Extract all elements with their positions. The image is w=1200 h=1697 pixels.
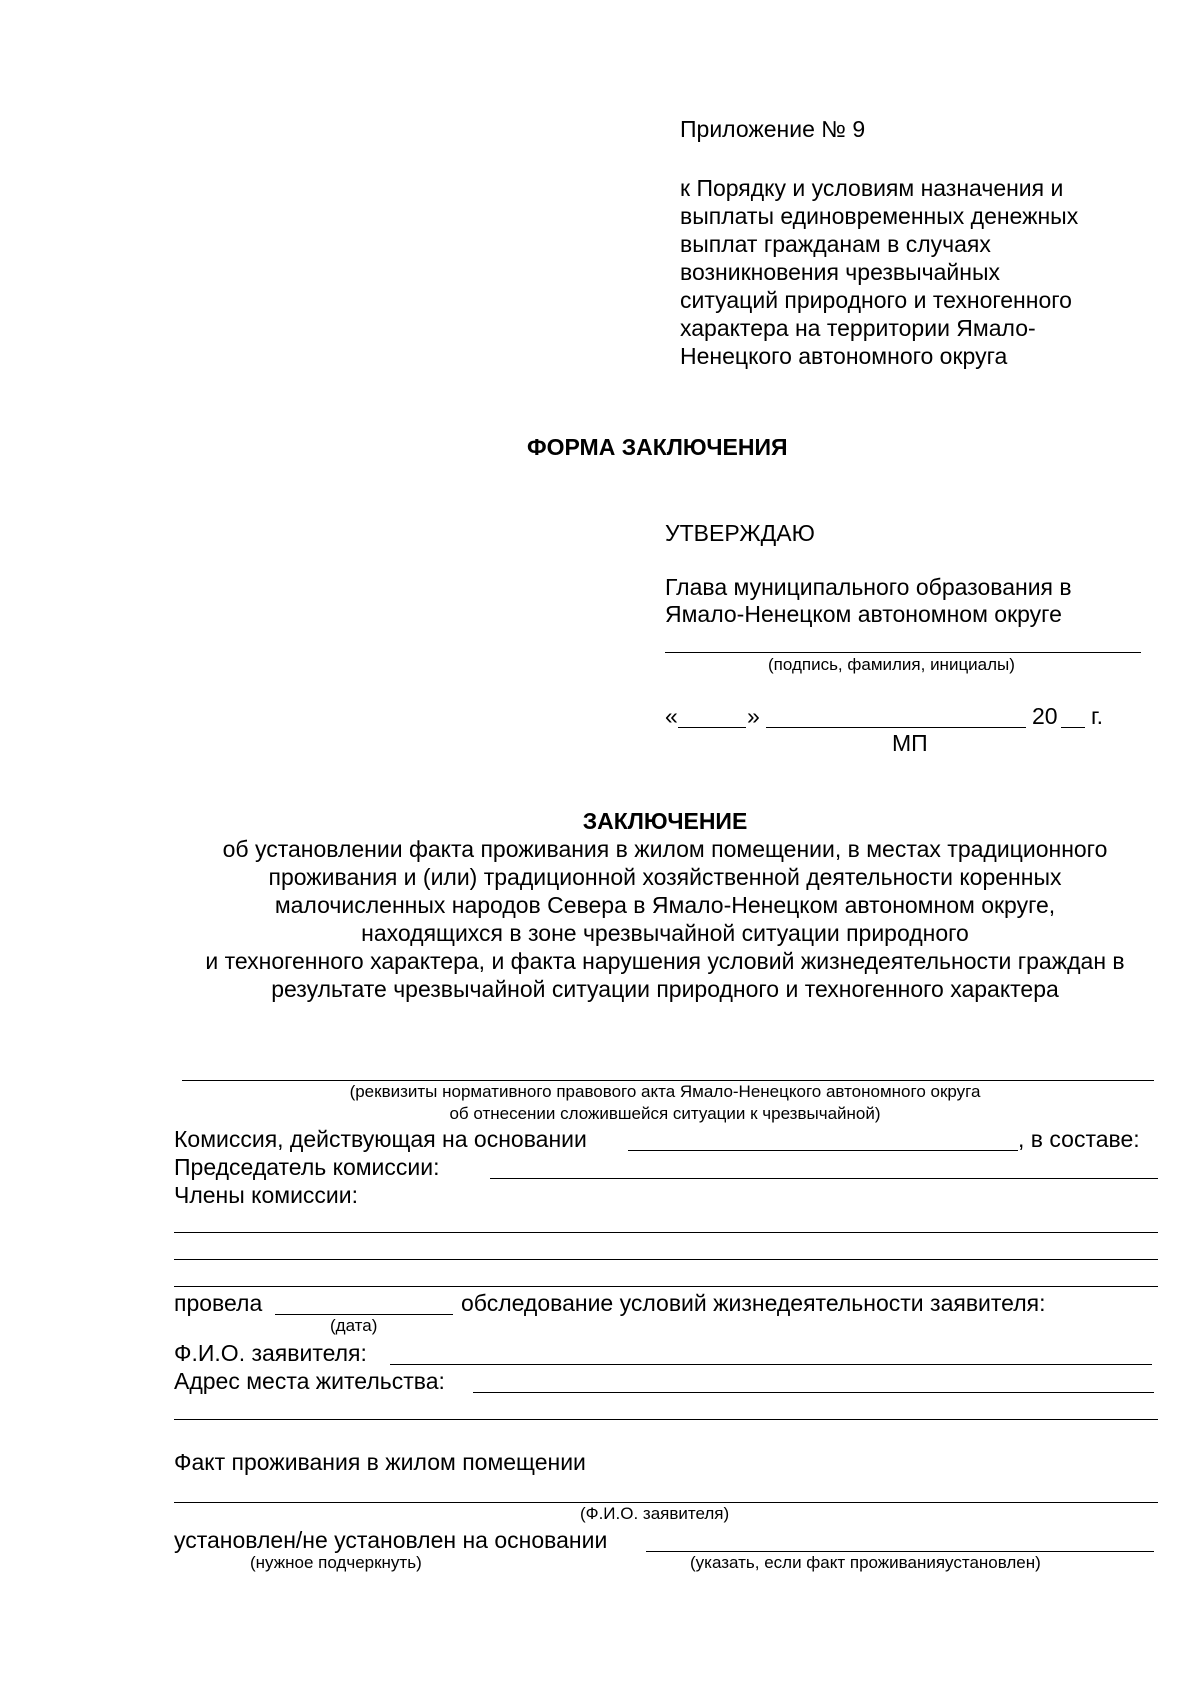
date-open-quote: «: [665, 703, 678, 729]
conducted-label: провела: [174, 1290, 263, 1316]
appendix-line: характера на территории Ямало-: [680, 315, 1036, 341]
address-line[interactable]: [473, 1392, 1154, 1393]
conclusion-subtitle-line: проживания и (или) традиционной хозяйственной деятельности коренных: [268, 864, 1062, 890]
signature-caption: (подпись, фамилия, инициалы): [768, 655, 1015, 674]
day-line[interactable]: [678, 727, 746, 728]
composition-label: , в составе:: [1018, 1126, 1140, 1152]
established-label: установлен/не установлен на основании: [174, 1527, 608, 1553]
survey-date-line[interactable]: [275, 1314, 453, 1315]
act-caption-line: (реквизиты нормативного правового акта Ямало-Ненецкого автономного округа: [349, 1082, 981, 1101]
members-label: Члены комиссии:: [174, 1182, 359, 1208]
stamp-label: МП: [892, 730, 928, 756]
act-requisites-line[interactable]: [182, 1080, 1154, 1081]
act-caption-line: об отнесении сложившейся ситуации к чрезвычайной): [449, 1104, 881, 1123]
address-label: Адрес места жительства:: [174, 1368, 445, 1394]
member-line[interactable]: [174, 1232, 1158, 1233]
approve-label: УТВЕРЖДАЮ: [665, 520, 815, 546]
appendix-line: выплаты единовременных денежных: [680, 203, 1079, 229]
underline-caption: (нужное подчеркнуть): [250, 1553, 422, 1572]
address-line-continued[interactable]: [174, 1419, 1158, 1420]
fact-basis-line[interactable]: [646, 1551, 1154, 1552]
conclusion-subtitle-line: и техногенного характера, и факта нарушения условий жизнедеятельности граждан в: [205, 948, 1125, 974]
appendix-line: ситуаций природного и техногенного: [680, 287, 1072, 313]
appendix-line: Ненецкого автономного округа: [680, 343, 1008, 369]
appendix-line: к Порядку и условиям назначения и: [680, 175, 1064, 201]
signature-line[interactable]: [665, 652, 1141, 653]
commission-basis-line[interactable]: [628, 1150, 1018, 1151]
conclusion-subtitle-line: малочисленных народов Севера в Ямало-Ненецком автономном округе,: [274, 892, 1056, 918]
member-line[interactable]: [174, 1286, 1158, 1287]
year-line[interactable]: [1061, 727, 1085, 728]
year-suffix: г.: [1091, 703, 1103, 729]
chairman-label: Председатель комиссии:: [174, 1154, 440, 1180]
appendix-line: выплат гражданам в случаях: [680, 231, 991, 257]
survey-text: обследование условий жизнедеятельности заявителя:: [461, 1290, 1046, 1316]
chairman-line[interactable]: [490, 1178, 1158, 1179]
head-title-line: Глава муниципального образования в: [665, 574, 1072, 600]
fact-label: Факт проживания в жилом помещении: [174, 1449, 586, 1475]
conclusion-title: ЗАКЛЮЧЕНИЕ: [582, 808, 748, 834]
month-line[interactable]: [766, 727, 1026, 728]
appendix-line: возникновения чрезвычайных: [680, 259, 1001, 285]
member-line[interactable]: [174, 1259, 1158, 1260]
date-caption: (дата): [330, 1316, 378, 1335]
conclusion-subtitle-line: об установлении факта проживания в жилом помещении, в местах традиционного: [222, 836, 1108, 862]
conclusion-subtitle-line: находящихся в зоне чрезвычайной ситуации природного: [361, 920, 969, 946]
head-title-line: Ямало-Ненецком автономном округе: [665, 601, 1062, 627]
appendix-title: Приложение № 9: [680, 116, 866, 142]
fact-applicant-line[interactable]: [174, 1502, 1158, 1503]
applicant-name-line[interactable]: [390, 1364, 1152, 1365]
date-close-quote: »: [747, 703, 760, 729]
year-prefix: 20: [1032, 703, 1058, 729]
specify-caption: (указать, если факт проживанияустановлен): [690, 1553, 1041, 1572]
fact-applicant-caption: (Ф.И.О. заявителя): [580, 1504, 730, 1523]
commission-basis-label: Комиссия, действующая на основании: [174, 1126, 587, 1152]
form-title: ФОРМА ЗАКЛЮЧЕНИЯ: [527, 434, 788, 460]
conclusion-subtitle-line: результате чрезвычайной ситуации природного и техногенного характера: [271, 976, 1059, 1002]
applicant-label: Ф.И.О. заявителя:: [174, 1340, 367, 1366]
